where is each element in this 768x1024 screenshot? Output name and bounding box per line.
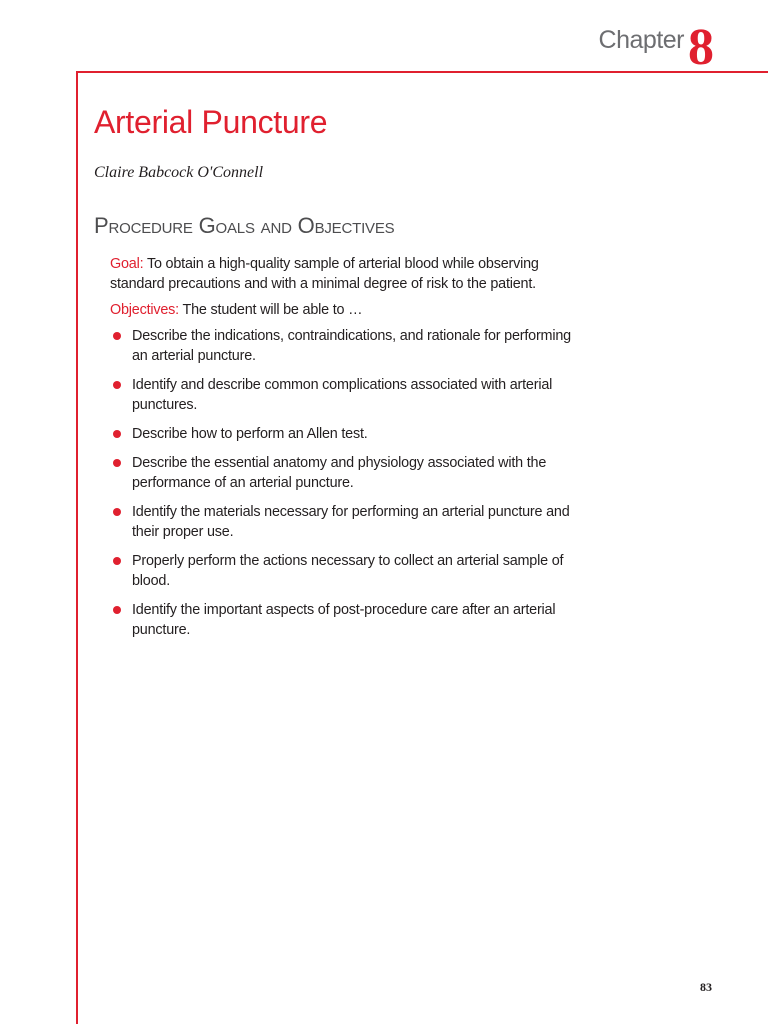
bullet-icon xyxy=(113,430,121,438)
section-heading: Procedure Goals and Objectives xyxy=(94,213,395,238)
bullet-icon xyxy=(113,459,121,467)
objective-text: Properly perform the actions necessary to collect an arterial sample of blood. xyxy=(132,553,564,589)
list-item xyxy=(110,326,580,366)
objective-text: Identify and describe common complications associated with arterial punctures. xyxy=(132,377,553,413)
objective-text: Describe how to perform an Allen test. xyxy=(132,426,368,442)
list-item xyxy=(110,551,580,591)
objective-text: Identify the materials necessary for performing an arterial puncture and their proper use. xyxy=(132,504,570,540)
page-title: Arterial Puncture xyxy=(94,104,328,140)
author-name: Claire Babcock O'Connell xyxy=(94,164,264,181)
objective-text: Describe the indications, contraindications, and rationale for performing an arterial puncture. xyxy=(132,328,571,364)
bullet-icon xyxy=(113,381,121,389)
objectives-label: Objectives: xyxy=(110,302,179,318)
bullet-icon xyxy=(113,508,121,516)
objective-text: Identify the important aspects of post-procedure care after an arterial puncture. xyxy=(132,602,556,638)
goal-label: Goal: xyxy=(110,256,144,272)
list-item xyxy=(110,375,580,415)
bullet-icon xyxy=(113,332,121,340)
bullet-icon xyxy=(113,606,121,614)
list-item xyxy=(110,424,580,444)
page-number: 83 xyxy=(700,980,712,994)
chapter-label: Chapter xyxy=(598,26,684,54)
margin-rule xyxy=(76,71,78,1024)
goal-paragraph xyxy=(110,254,580,294)
objectives-intro-paragraph xyxy=(110,300,580,320)
objectives-content xyxy=(110,254,580,649)
list-item xyxy=(110,453,580,493)
bullet-icon xyxy=(113,557,121,565)
chapter-number: 8 xyxy=(688,19,714,76)
list-item xyxy=(110,600,580,640)
objective-text: Describe the essential anatomy and physiology associated with the performance of an arterial puncture. xyxy=(132,455,547,491)
goal-text: To obtain a high-quality sample of arterial blood while observing standard precautions and with a minimal degree of risk to the patient. xyxy=(110,256,539,292)
objective-list xyxy=(110,326,580,640)
objectives-intro: The student will be able to … xyxy=(182,302,363,318)
list-item xyxy=(110,502,580,542)
header-rule xyxy=(77,71,768,73)
